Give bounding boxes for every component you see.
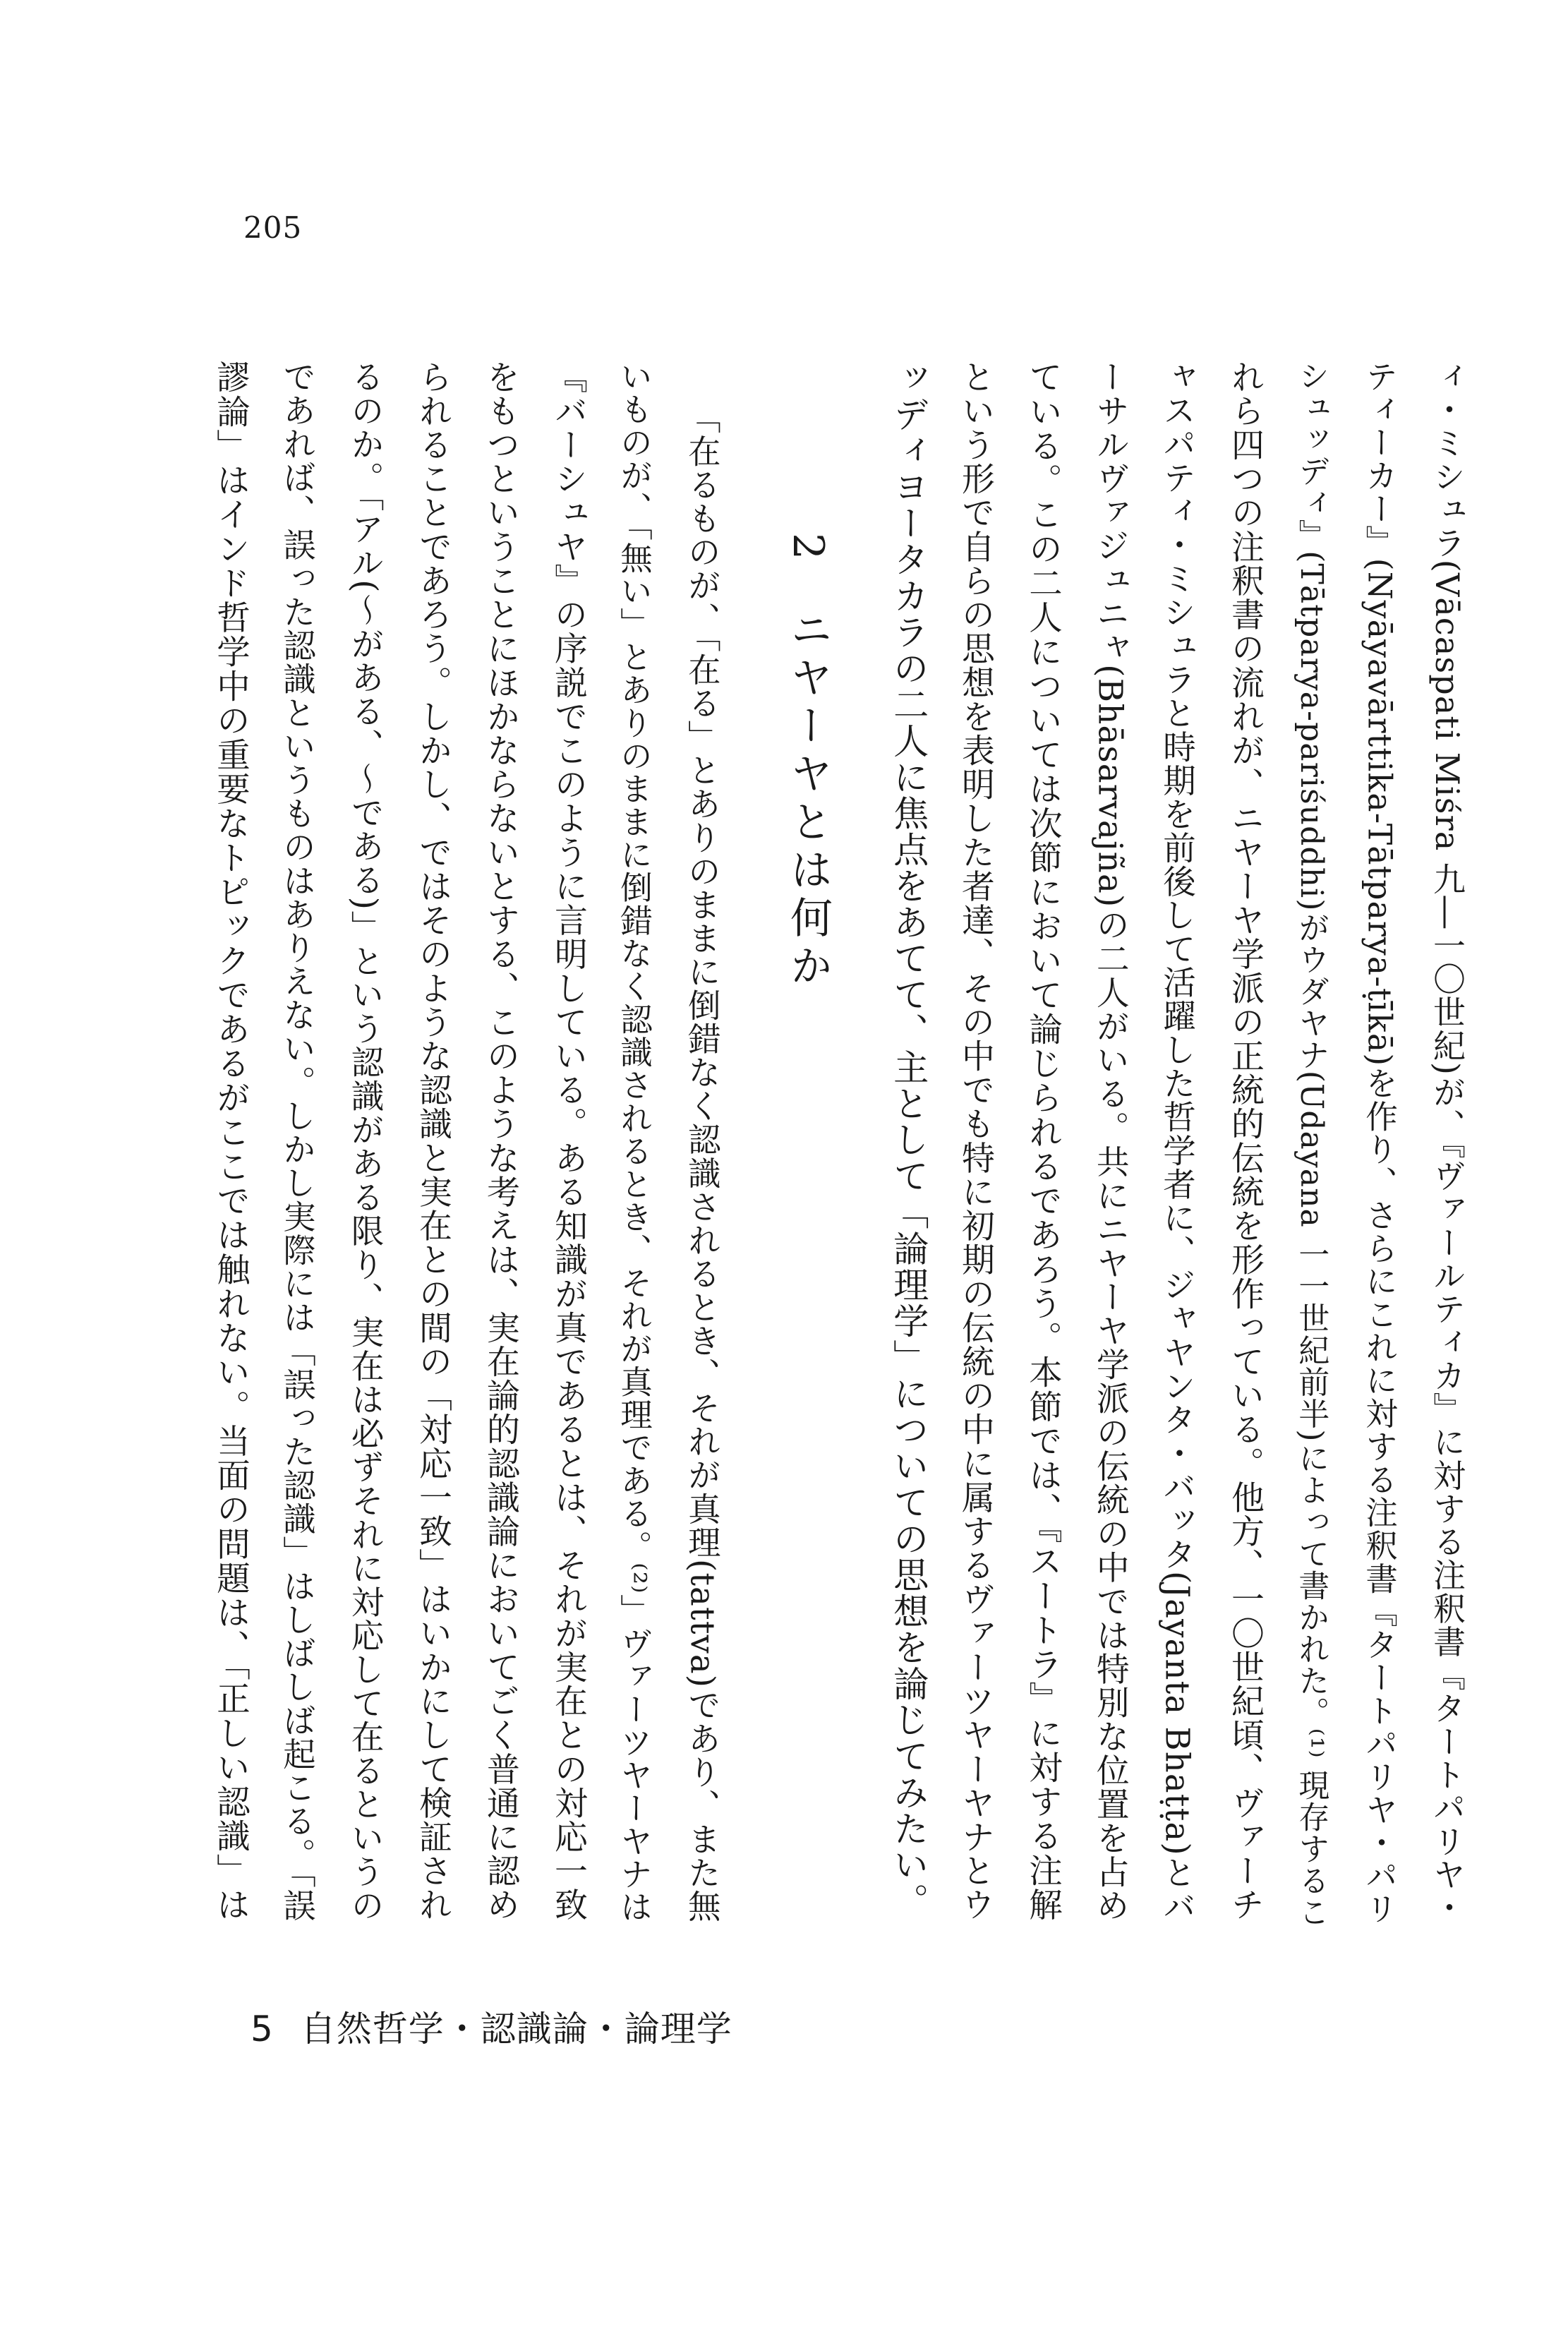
text-column: 謬論」はインド哲学中の重要なトピックであるがここでは触れない。当面の問題は、「正しい認識」は <box>210 360 250 1922</box>
text-column: いものが、「無い」とありのままに倒錯なく認識されるとき、それが真理である。⁽²⁾」ヴァーツヤーヤナは <box>615 360 653 1924</box>
page-number: 205 <box>243 210 303 245</box>
text-column: であれば、誤った認識というものはありえない。しかし実際には「誤った認識」はしばしば起こる。「誤 <box>278 360 317 1922</box>
chapter-title: 自然哲学・認識論・論理学 <box>300 2009 732 2049</box>
text-column: ィ・ミシュラ(Vācaspati Miśra 九―一〇世紀)が、『ヴァールティカ』に対する注釈書『タートパリヤ・ <box>1428 360 1466 1925</box>
section-number: 2 <box>783 533 833 566</box>
text-column: れら四つの注釈書の流れが、ニヤーヤ学派の正統的伝統を形作っている。他方、一〇世紀頃、ヴァーチ <box>1225 360 1265 1922</box>
section-heading <box>783 533 833 992</box>
text-column: という形で自らの思想を表明した者達、その中でも特に初期の伝統の中に属するヴァーツヤーヤナとウ <box>955 360 995 1922</box>
chapter-number: 5 <box>251 2009 274 2049</box>
text-column: るのか。「アル(〜がある、〜である)」という認識がある限り、実在は必ずそれに対応して在るというの <box>346 360 385 1922</box>
text-column: ーサルヴァジュニャ(Bhāsarvajña)の二人がいる。共にニヤーヤ学派の伝統の中では特別な位置を占め <box>1090 360 1129 1923</box>
section-title: ニヤーヤとは何か <box>783 608 833 992</box>
text-column: 『バーシュヤ』の序説でこのように言明している。ある知識が真であるとは、それが実在との対応一致 <box>548 360 588 1922</box>
text-column: ティーカー』(Nyāyavārttika-Tātparya-ṭīkā)を作り、さらにこれに対する注釈書『タートパリヤ・パリ <box>1361 360 1399 1925</box>
text-column: ャスパティ・ミシュラと時期を前後して活躍した哲学者に、ジャヤンタ・バッタ(Jayanta Bhaṭṭa)とバ <box>1158 360 1197 1924</box>
text-column: 「在るものが、「在る」とありのままに倒錯なく認識されるとき、それが真理(tattva)であり、また無 <box>683 401 722 1923</box>
text-column: ている。この二人については次節において論じられるであろう。本節では、『スートラ』に対する注解 <box>1023 360 1062 1922</box>
text-column: をもつということにほかならないとする、このような考えは、実在論的認識論においてごく普通に認め <box>481 360 520 1922</box>
running-footer <box>251 2001 732 2052</box>
text-column: シュッディ』(Tātparya-pariśuddhi)がウダヤナ(Udayana 一一世紀前半)によって書かれた。⁽¹⁾ 現存するこ <box>1293 360 1329 1929</box>
text-column: ッディヨータカラの二人に焦点をあてて、主として「論理学」についての思想を論じてみたい。 <box>888 360 930 1920</box>
text-column: られることであろう。しかし、ではそのような認識と実在との間の「対応一致」はいかにして検証され <box>413 360 452 1922</box>
